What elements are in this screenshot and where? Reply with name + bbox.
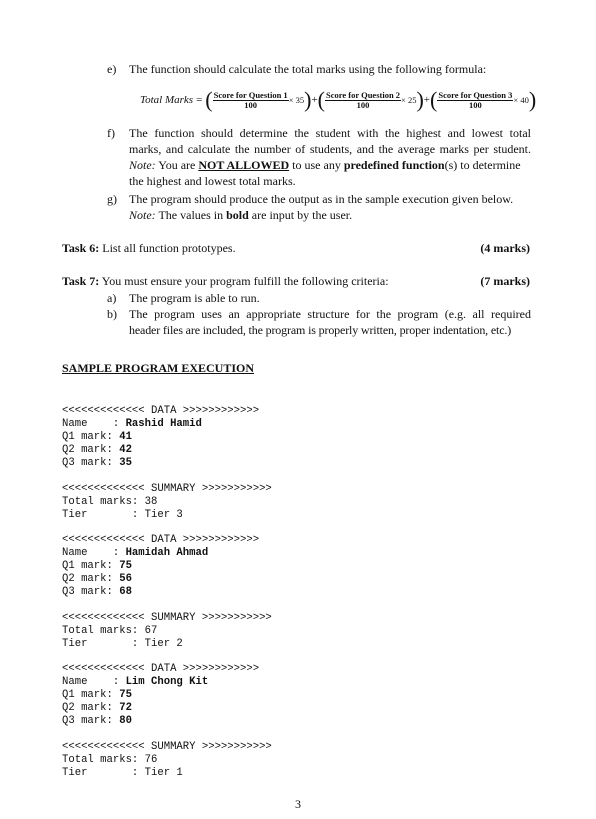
- sample-block-2: <<<<<<<<<<<<< DATA >>>>>>>>>>>> Name : Hamidah Ahmad Q1 mark: 75 Q2 mark: 56 Q3 mark: 68 <<<<<<<<<<<<< SUMMARY >>>>>>>>>>> Total marks: 67 Tier : Tier 2: [62, 534, 272, 650]
- task7-text: You must ensure your program fulfill the following criteria:: [99, 274, 389, 288]
- task7-a-label: a): [107, 291, 117, 305]
- task7-a-text: The program is able to run.: [129, 291, 260, 305]
- task6-text: List all function prototypes.: [99, 241, 236, 255]
- formula-fraction-q1: $\frac{\text{Score for Question 1}}{100}$: [213, 89, 288, 110]
- formula-lhs: Total Marks: [140, 94, 194, 106]
- formula-equals: =: [196, 94, 203, 106]
- item-e-label: e): [107, 62, 117, 76]
- total-marks-formula: Total Marks = ( $\frac{\text{Score for Question 1}}{100}$ × 35)+( $\frac{\text{Score for Question 2}}{100}$ × 25)+( $\frac{\text{Score for Question 3}}{100}$ × 40): [140, 87, 537, 112]
- task6-marks: (4 marks): [480, 241, 530, 255]
- item-g-label: g): [107, 192, 117, 206]
- item-e-text: The function should calculate the total marks using the following formula:: [129, 62, 487, 76]
- task7-marks: (7 marks): [480, 274, 530, 288]
- sample-heading: SAMPLE PROGRAM EXECUTION: [62, 361, 255, 375]
- item-f-label: f): [107, 126, 115, 140]
- page-number: 3: [295, 797, 301, 811]
- task6-label: Task 6:: [62, 241, 100, 255]
- formula-fraction-q2: $\frac{\text{Score for Question 2}}{100}$: [325, 89, 401, 110]
- item-g-body: The program should produce the output as in the sample execution given below. Note: The values in bold are input by the user.: [129, 192, 514, 222]
- sample-block-1: <<<<<<<<<<<<< DATA >>>>>>>>>>>> Name : Rashid Hamid Q1 mark: 41 Q2 mark: 42 Q3 mark: 35 <<<<<<<<<<<<< SUMMARY >>>>>>>>>>> Total marks: 38 Tier : Tier 3: [62, 405, 272, 521]
- task6-line: [62, 240, 236, 256]
- task7-label: Task 7:: [62, 274, 100, 288]
- item-f-body: The function should determine the student with the highest and lowest total marks, and calculate the number of students, and the average marks per student. Note: You are NOT ALLOWED to use any predefined function(s) to determine the highest and lowest total marks.: [129, 126, 531, 188]
- sample-block-3: <<<<<<<<<<<<< DATA >>>>>>>>>>>> Name : Lim Chong Kit Q1 mark: 75 Q2 mark: 72 Q3 mark: 80 <<<<<<<<<<<<< SUMMARY >>>>>>>>>>> Total marks: 76 Tier : Tier 1: [62, 663, 272, 779]
- formula-fraction-q3: $\frac{\text{Score for Question 3}}{100}$: [438, 89, 513, 110]
- task7-line: [62, 273, 389, 289]
- not-allowed-text: NOT ALLOWED: [198, 158, 290, 172]
- task7-b-text: The program uses an appropriate structure for the program (e.g. all required header files are included, the program is properly written, proper indentation, etc.): [129, 307, 531, 337]
- task7-b-label: b): [107, 307, 117, 321]
